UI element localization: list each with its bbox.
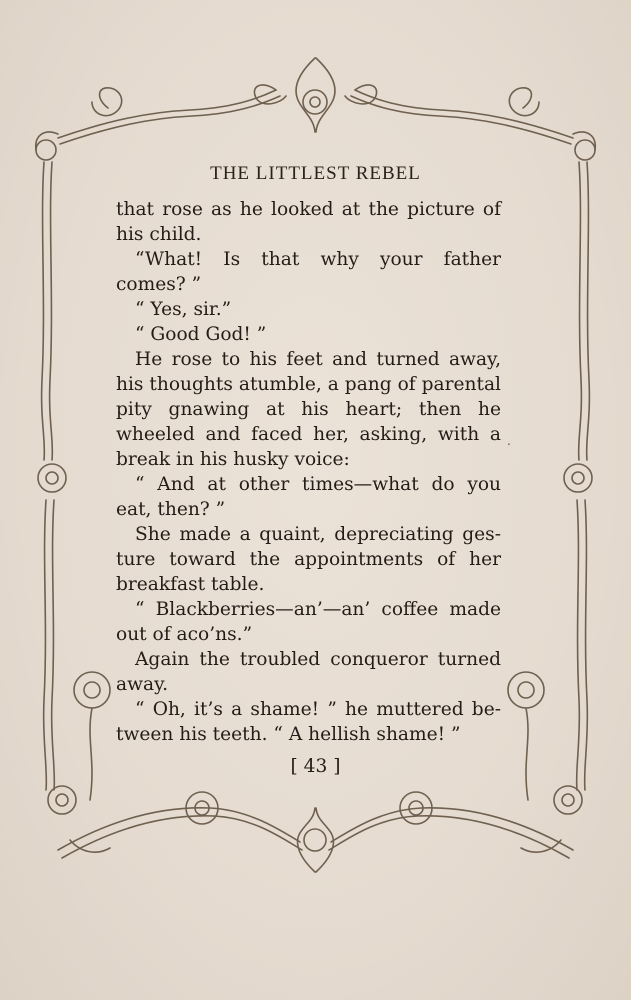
text-line: “ Oh, it’s a shame! ” he muttered be- [135,699,501,720]
text-line: tween his teeth. “ A hellish shame! ” [116,724,461,745]
text-line: his child. [116,224,202,245]
text-line: “ And at other times—what do you [135,474,501,495]
running-head: THE LITTLEST REBEL [210,163,421,184]
text-line: ture toward the appointments of her [116,549,501,570]
text-line: his thoughts atumble, a pang of parental [116,374,501,395]
text-line: “ Yes, sir.” [135,299,232,320]
text-line: comes? ” [116,274,202,295]
stray-mark: . [507,434,511,448]
text-line: out of aco’ns.” [116,624,253,645]
text-line: that rose as he looked at the picture of [116,199,501,220]
text-line: She made a quaint, depreciating ges- [135,524,501,545]
text-line: He rose to his feet and turned away, [135,349,501,370]
text-line: away. [116,674,169,695]
text-line: eat, then? ” [116,499,226,520]
text-line: pity gnawing at his heart; then he [116,399,501,420]
text-line: “ Good God! ” [135,324,267,345]
text-line: Again the troubled conqueror turned [135,649,501,670]
text-line: “What! Is that why your father [135,249,501,270]
text-line: “ Blackberries—an’—an’ coffee made [135,599,501,620]
page-number: [ 43 ] [290,756,341,777]
body-text [116,197,501,747]
text-line: breakfast table. [116,574,265,595]
text-line: wheeled and faced her, asking, with a [116,424,501,445]
text-line: break in his husky voice: [116,449,350,470]
